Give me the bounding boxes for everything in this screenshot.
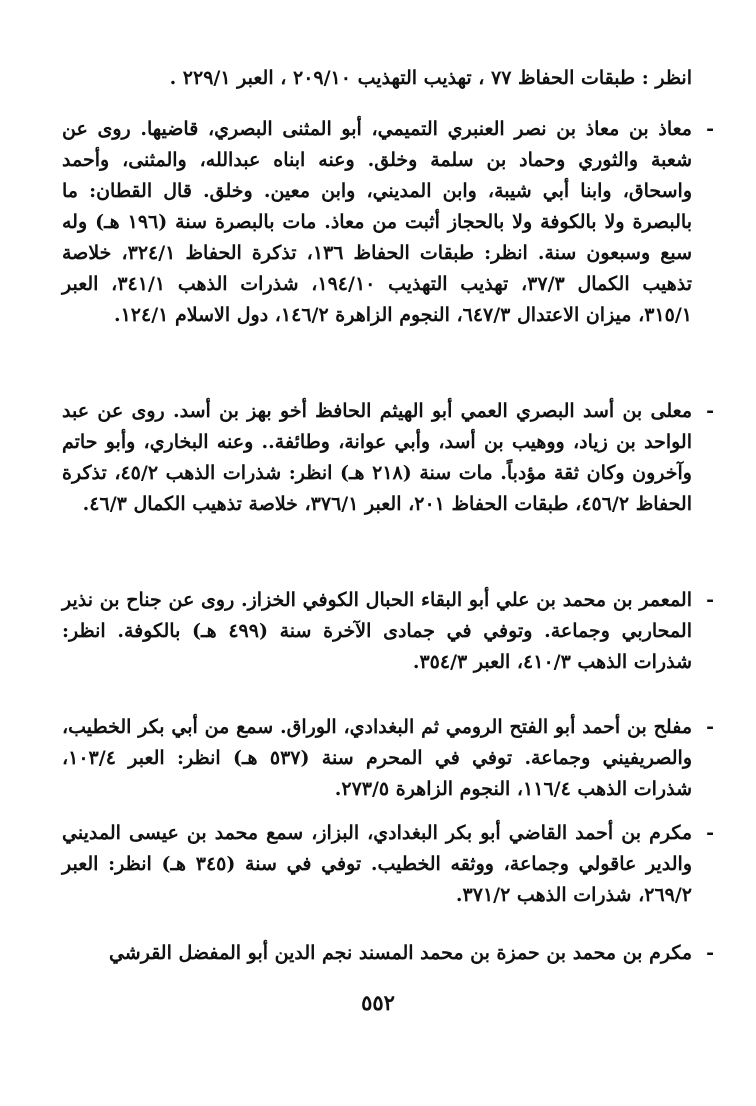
entry-text: المعمر بن محمد بن علي أبو البقاء الحبال الكوفي الخزاز. روى عن جناح بن نذير المحاربي وجماعة. وتوفي في جمادى الآخرة سنة (٤٩٩ هـ) بالكوفة. انظر: شذرات الذهب ٤١٠/٣، العبر ٣٥٤/٣. xyxy=(62,589,692,673)
entry-dash: - xyxy=(706,942,714,964)
header-reference-block xyxy=(62,63,692,94)
entry-text: مكرم بن أحمد القاضي أبو بكر البغدادي، البزاز، سمع محمد بن عيسى المديني والدير عاقولي وجماعة، ووثقه الخطيب. توفي في سنة (٣٤٥ هـ) انظر: العبر ٢٦٩/٢، شذرات الذهب ٣٧١/٢. xyxy=(62,822,692,906)
entry-text: مفلح بن أحمد أبو الفتح الرومي ثم البغدادي، الوراق. سمع من أبي بكر الخطيب، والصريفيني وجماعة. توفي في المحرم سنة (٥٣٧ هـ) انظر: العبر ١٠٣/٤، شذرات الذهب ١١٦/٤، النجوم الزاهرة ٢٧٣/٥. xyxy=(62,716,692,800)
entry-dash: - xyxy=(706,589,714,611)
biography-entry-mualla xyxy=(62,396,714,520)
entry-dash: - xyxy=(706,118,714,140)
header-reference-text: انظر : طبقات الحفاظ ٧٧ ، تهذيب التهذيب ٢٠٩/١٠ ، العبر ٢٢٩/١ . xyxy=(169,67,692,89)
entry-dash: - xyxy=(706,822,714,844)
page-number: ٥٥٢ xyxy=(361,990,395,1015)
entry-text: مكرم بن محمد بن حمزة بن محمد المسند نجم الدين أبو المفضل القرشي xyxy=(108,942,692,964)
biography-entry-muflih xyxy=(62,712,714,805)
entry-text: معاذ بن معاذ بن نصر العنبري التميمي، أبو المثنى البصري، قاضيها. روى عن شعبة والثوري وحماد بن سلمة وخلق. وعنه ابناه عبدالله، والمثنى، وأحمد واسحاق، وابنا أبي شيبة، وابن المديني، وابن معين. وخلق. قال القطان: ما بالبصرة ولا بالكوفة ولا بالحجاز أثبت من معاذ. مات بالبصرة سنة (١٩٦ هـ) وله سبع وسبعون سنة. انظر: طبقات الحفاظ ١٣٦، تذكرة الحفاظ ٣٢٤/١، خلاصة تذهيب الكمال ٣٧/٣، تهذيب التهذيب ١٩٤/١٠، شذرات الذهب ٣٤١/١، العبر ٣١٥/١، ميزان الاعتدال ٦٤٧/٣، النجوم الزاهرة ١٤٦/٢، دول الاسلام ١٢٤/١. xyxy=(62,118,693,326)
entry-dash: - xyxy=(706,400,714,422)
entry-dash: - xyxy=(706,716,714,738)
entry-text: معلى بن أسد البصري العمي أبو الهيثم الحافظ أخو بهز بن أسد. روى عن عبد الواحد بن زياد، ووهيب بن أسد، وأبي عوانة، وطائفة.. وعنه البخاري، وأبو حاتم وآخرون وكان ثقة مؤدباً. مات سنة (٢١٨ هـ) انظر: شذرات الذهب ٤٥/٢، تذكرة الحفاظ ٤٥٦/٢، طبقات الحفاظ ٢٠١، العبر ٣٧٦/١، خلاصة تذهيب الكمال ٤٦/٣. xyxy=(62,400,693,515)
biography-entry-mukram-ahmad xyxy=(62,818,714,911)
biography-entry-mukram-muhammad xyxy=(62,938,714,969)
biography-entry-muadh xyxy=(62,114,714,331)
biography-entry-muammar xyxy=(62,585,714,678)
